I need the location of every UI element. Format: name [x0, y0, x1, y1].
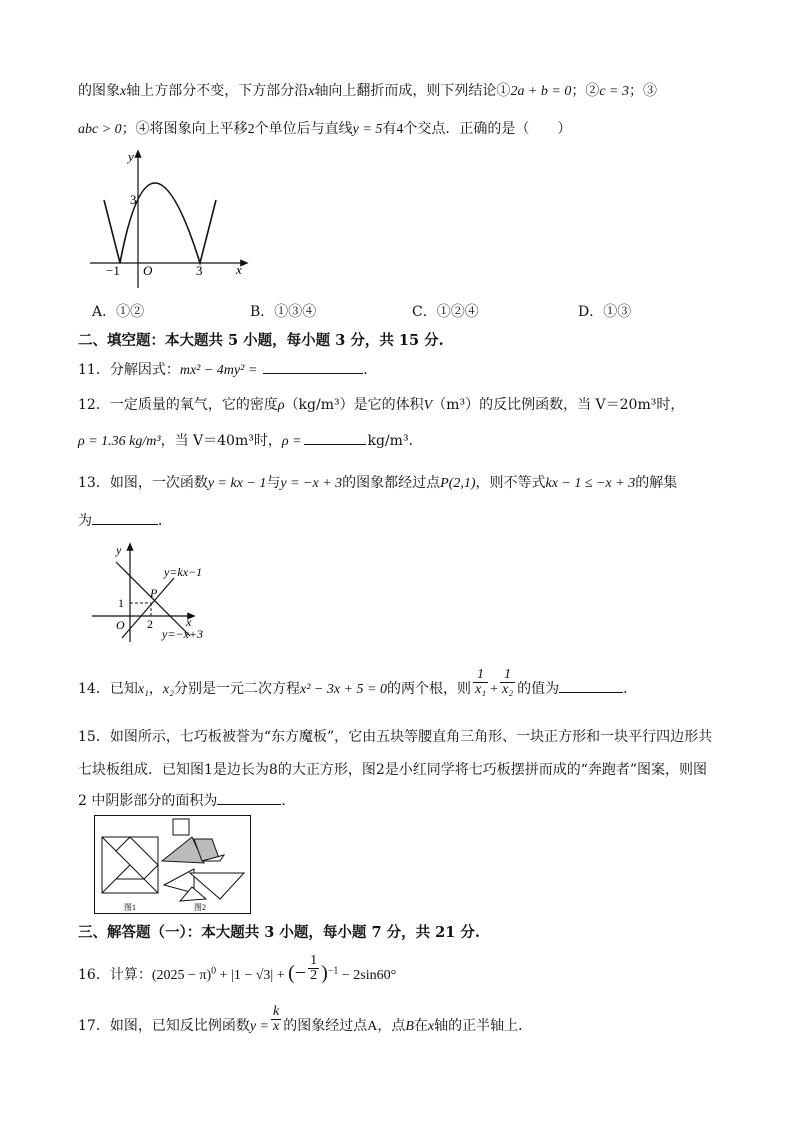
text: ；③: [629, 83, 658, 99]
tick-2: 2: [147, 617, 153, 631]
text: ，当 V＝40m³时，: [160, 433, 282, 449]
q15-line-1: 15．如图所示，七巧板被誉为“东方魔板”，它由五块等腰直角三角形、一块正方形和一块平行四边形共: [78, 729, 713, 745]
text: 的值为: [517, 681, 560, 697]
folded-parabola-curve: [104, 183, 216, 263]
point-a: A: [367, 1019, 378, 1034]
numerator: 1: [310, 952, 318, 968]
var-x: x: [308, 84, 315, 99]
var-x2: x₂: [162, 682, 175, 697]
point-b: B: [405, 1019, 414, 1034]
section-3-heading: 三、解答题（一）：本大题共 3 小题，每小题 7 分，共 21 分.: [78, 924, 480, 941]
x-label: x: [236, 262, 242, 277]
exponent: 0: [211, 965, 217, 977]
text: 2 中阴影部分的面积为: [78, 793, 218, 809]
tick-1: 1: [118, 596, 124, 610]
line1-label: y=kx−1: [164, 565, 203, 579]
answer-blank[interactable]: [559, 680, 623, 693]
origin-label: O: [116, 618, 125, 632]
paren-open: (−: [288, 962, 307, 984]
text: 13．如图，一次函数: [78, 475, 208, 491]
math-expression: y = kx − 1: [207, 476, 267, 491]
fig1-label: 图1: [124, 903, 136, 912]
q13-line-2: [78, 510, 172, 530]
tick-neg1: −1: [106, 263, 120, 278]
origin-label: O: [143, 263, 153, 278]
plus-sign: +: [273, 968, 289, 983]
q10-options: [92, 301, 631, 321]
text: ；②: [571, 83, 600, 99]
text: 的两个根，则: [386, 681, 471, 697]
math-expression: kx − 1 ≤ −x + 3: [545, 476, 636, 491]
var-x: x: [120, 84, 127, 99]
text: 分别是一元二次方程: [174, 681, 301, 697]
text: ，则不等式: [475, 475, 546, 491]
text: 与: [266, 475, 281, 491]
var-x: x: [427, 1019, 435, 1034]
text: （m³）的反比例函数，当 V＝20m³时，: [432, 397, 685, 413]
numerator: 1: [500, 668, 515, 683]
tick-3-x: 3: [196, 263, 203, 278]
q10-line-1: [78, 80, 657, 100]
denominator: 2: [310, 967, 318, 983]
text: ，点: [377, 1018, 406, 1034]
text: 的解集: [635, 475, 678, 491]
q11: [78, 359, 377, 379]
tick-3-y: 3: [130, 192, 137, 207]
denominator: x: [273, 1018, 280, 1034]
q12-line-2: [78, 430, 423, 450]
q10-parabola-graph: [90, 148, 260, 290]
fraction-1-over-x1: [473, 668, 488, 697]
math-expression: x² − 3x + 5 = 0: [300, 682, 387, 697]
answer-blank[interactable]: [263, 361, 363, 374]
answer-blank[interactable]: [92, 512, 158, 525]
q16: [78, 952, 397, 985]
paren-close: ): [321, 962, 328, 984]
y-label: y: [128, 149, 134, 164]
text: ．: [623, 681, 638, 697]
text: 12．一定质量的氧气，它的密度: [78, 397, 278, 413]
point-p-label: P: [150, 586, 158, 600]
text: 轴向上翻折而成，则下列结论①: [314, 83, 511, 99]
text: （kg/m³）是它的体积: [284, 397, 424, 413]
text: ；④将图象向上平移: [121, 121, 248, 137]
text: ．: [281, 793, 296, 809]
math-expression: ρ =: [281, 434, 302, 449]
var-rho: ρ: [277, 398, 285, 413]
y-label: y: [116, 543, 122, 557]
line2-label: y=−x+3: [162, 627, 203, 641]
math-expression: 2a + b = 0: [510, 84, 572, 99]
var-x1: x₁: [137, 682, 149, 697]
number: 4: [396, 122, 404, 137]
x-label: x: [186, 615, 192, 629]
q15-line-2: 七块板组成．已知图1是边长为8的大正方形，图2是小红同学将七巧板摆拼而成的“奔跑者”图案，则图: [78, 762, 708, 778]
tangram-figure: [94, 815, 252, 915]
math-expression: c = 3: [599, 84, 630, 99]
option-d[interactable]: D．①③: [578, 304, 632, 320]
text: 的图象都经过点: [342, 475, 441, 491]
denominator: x₂: [501, 681, 514, 697]
text: 17．如图，已知反比例函数: [78, 1018, 250, 1034]
numerator: k: [273, 1003, 280, 1019]
math-expression: P(2,1): [440, 476, 476, 491]
fig2-label: 图2: [194, 903, 206, 912]
numerator: 1: [473, 668, 488, 683]
text: ．: [363, 362, 378, 378]
q17: [78, 1003, 533, 1035]
math-expression: − 2sin60°: [338, 968, 397, 983]
text: 有: [382, 121, 397, 137]
text: 轴上方部分不变，下方部分沿: [126, 83, 309, 99]
text: 的图象经过点: [283, 1018, 368, 1034]
text: 为: [78, 513, 92, 529]
text: kg/m³．: [367, 433, 423, 449]
q13-lines-graph: [92, 540, 222, 645]
answer-blank[interactable]: [304, 432, 366, 445]
text: ，: [148, 681, 163, 697]
text: ．: [158, 513, 172, 529]
section-2-heading: 二、填空题：本大题共 5 小题，每小题 3 分，共 15 分.: [78, 332, 444, 349]
number: 2: [247, 122, 255, 137]
math-expression: y = 5: [352, 122, 383, 137]
text: 14．已知: [78, 681, 138, 697]
fraction-k-over-x: [271, 1005, 281, 1034]
text: 个交点．正确的是（ ）: [403, 121, 572, 137]
q12-line-1: [78, 394, 684, 414]
text: 轴的正半轴上．: [434, 1018, 533, 1034]
q14: [78, 666, 638, 698]
math-expression: abc > 0: [78, 122, 122, 137]
text: 在: [413, 1018, 428, 1034]
option-c[interactable]: C．①②④: [412, 304, 479, 320]
q13-line-1: [78, 472, 677, 492]
option-a[interactable]: A．①②: [92, 304, 145, 320]
q15-line-3: [78, 790, 295, 810]
fraction-one-half: [308, 954, 319, 983]
plus-sign: +: [216, 968, 232, 983]
q10-line-2: [78, 118, 571, 138]
math-expression: y = −x + 3: [280, 476, 343, 491]
text: 11．分解因式：: [78, 362, 180, 378]
text: 16．计算：: [78, 967, 152, 983]
text: 个单位后与直线: [254, 121, 353, 137]
denominator: x₁: [474, 681, 487, 697]
option-b[interactable]: B．①③④: [250, 304, 317, 320]
answer-blank[interactable]: [217, 792, 281, 805]
math-expression: y =: [249, 1019, 269, 1034]
fraction-1-over-x2: [500, 668, 515, 697]
var-v: V: [423, 398, 433, 413]
plus-sign: +: [490, 682, 498, 697]
math-expression: ρ = 1.36 kg/m³: [78, 434, 161, 449]
exponent: −1: [327, 965, 339, 977]
math-expression: (2025 − π): [151, 968, 212, 983]
text: 的图象: [78, 83, 120, 99]
math-expression: |1 − √3|: [231, 968, 274, 983]
math-expression: mx² − 4my² =: [179, 363, 258, 378]
